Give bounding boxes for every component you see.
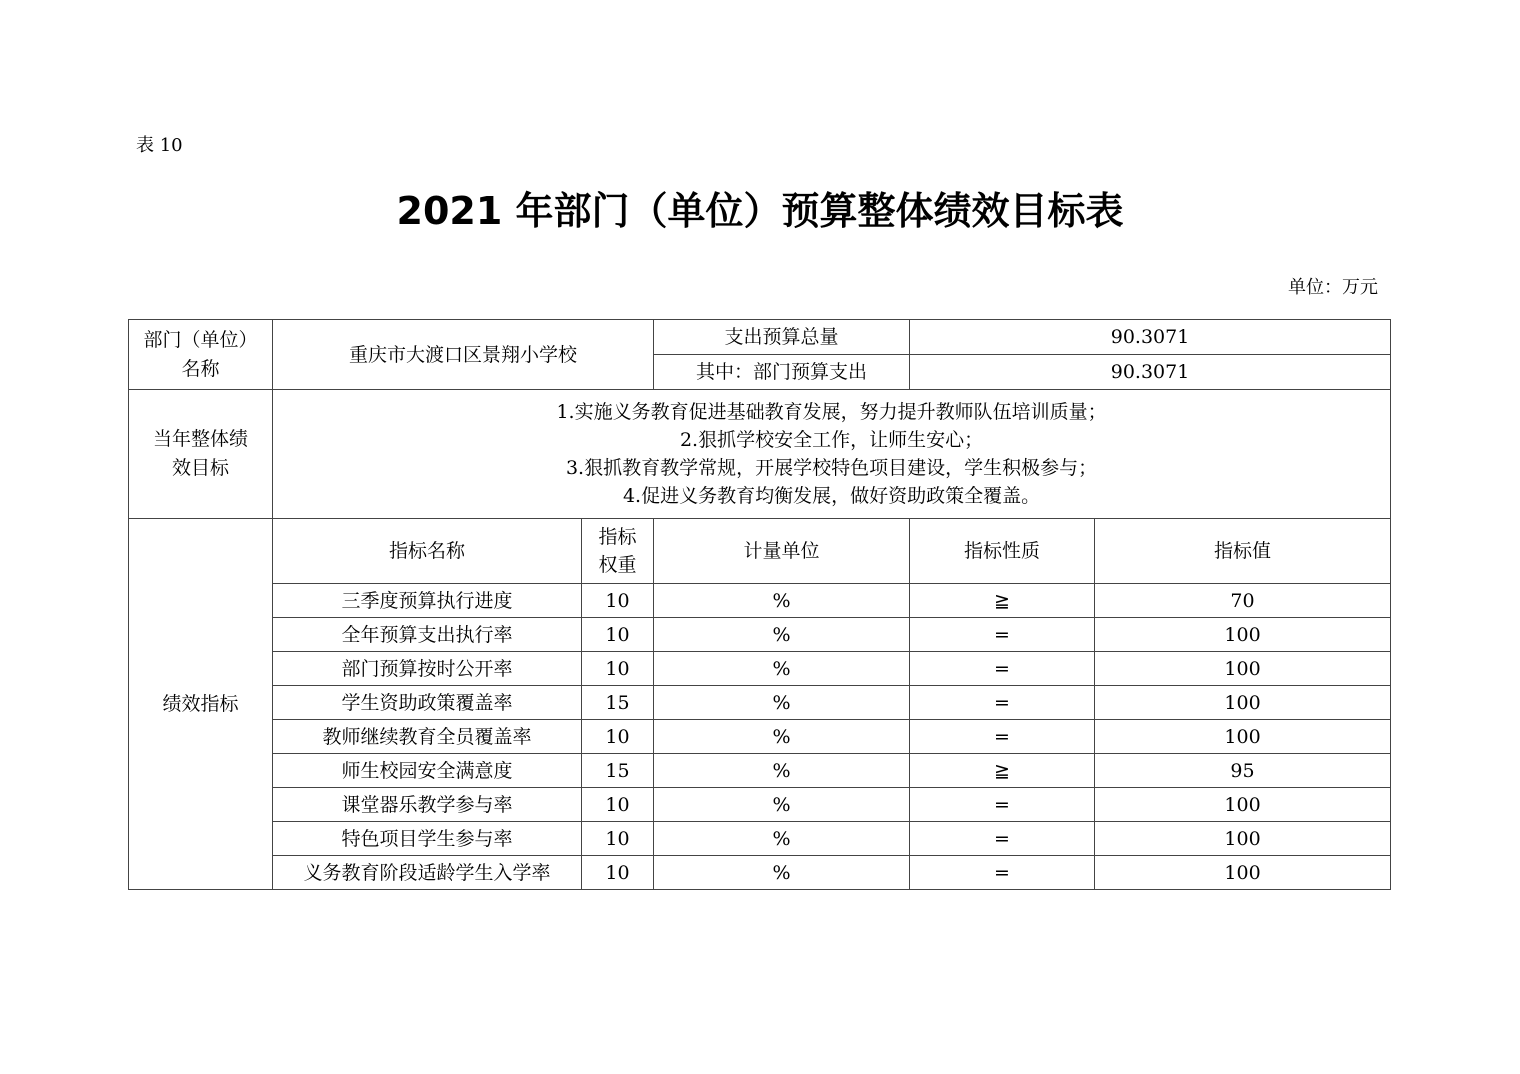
indicator-value: 100 <box>1095 720 1391 754</box>
indicator-unit: % <box>654 584 910 618</box>
unit-label: 单位：万元 <box>1288 277 1378 298</box>
indicator-nature: ≧ <box>910 584 1095 618</box>
indicator-weight: 15 <box>582 754 654 788</box>
table-row <box>129 788 1391 822</box>
total-budget-label: 支出预算总量 <box>654 320 910 355</box>
table-row <box>129 754 1391 788</box>
indicator-nature: = <box>910 822 1095 856</box>
header-unit: 计量单位 <box>654 519 910 584</box>
performance-table <box>128 319 1391 890</box>
header-nature: 指标性质 <box>910 519 1095 584</box>
indicator-name: 课堂器乐教学参与率 <box>273 788 582 822</box>
table-row <box>129 720 1391 754</box>
indicator-value: 70 <box>1095 584 1391 618</box>
header-indicator-weight: 指标权重 <box>582 519 654 584</box>
table-row <box>129 584 1391 618</box>
indicator-value: 95 <box>1095 754 1391 788</box>
indicator-unit: % <box>654 652 910 686</box>
indicator-name: 教师继续教育全员覆盖率 <box>273 720 582 754</box>
total-budget-value: 90.3071 <box>910 320 1391 355</box>
indicator-unit: % <box>654 856 910 890</box>
goal-item: 1.实施义务教育促进基础教育发展，努力提升教师队伍培训质量； <box>556 401 1107 423</box>
indicator-unit: % <box>654 788 910 822</box>
table-row <box>129 686 1391 720</box>
indicator-weight: 10 <box>582 618 654 652</box>
table-number: 表 10 <box>136 135 183 156</box>
indicator-weight: 10 <box>582 856 654 890</box>
indicator-value: 100 <box>1095 652 1391 686</box>
indicator-value: 100 <box>1095 618 1391 652</box>
goal-item: 2.狠抓学校安全工作，让师生安心； <box>679 429 984 451</box>
table-row <box>129 618 1391 652</box>
indicator-unit: % <box>654 754 910 788</box>
indicator-weight: 15 <box>582 686 654 720</box>
indicator-nature: = <box>910 856 1095 890</box>
goal-item: 4.促进义务教育均衡发展，做好资助政策全覆盖。 <box>622 485 1041 507</box>
indicator-nature: = <box>910 618 1095 652</box>
indicator-weight: 10 <box>582 652 654 686</box>
indicator-name: 特色项目学生参与率 <box>273 822 582 856</box>
indicator-weight: 10 <box>582 584 654 618</box>
indicator-nature: = <box>910 652 1095 686</box>
indicator-value: 100 <box>1095 788 1391 822</box>
indicator-name: 学生资助政策覆盖率 <box>273 686 582 720</box>
dept-name-label: 部门（单位）名称 <box>129 320 273 390</box>
table-row <box>129 822 1391 856</box>
indicator-weight: 10 <box>582 788 654 822</box>
indicator-weight: 10 <box>582 822 654 856</box>
indicator-unit: % <box>654 822 910 856</box>
indicator-unit: % <box>654 618 910 652</box>
indicator-name: 师生校园安全满意度 <box>273 754 582 788</box>
indicator-weight: 10 <box>582 720 654 754</box>
indicator-nature: = <box>910 720 1095 754</box>
indicator-value: 100 <box>1095 856 1391 890</box>
indicators-label: 绩效指标 <box>129 519 273 890</box>
indicator-value: 100 <box>1095 822 1391 856</box>
indicator-value: 100 <box>1095 686 1391 720</box>
indicator-nature: = <box>910 788 1095 822</box>
dept-budget-value: 90.3071 <box>910 355 1391 390</box>
table-row <box>129 856 1391 890</box>
indicator-nature: ≧ <box>910 754 1095 788</box>
indicator-unit: % <box>654 686 910 720</box>
indicator-nature: = <box>910 686 1095 720</box>
page-title: 2021 年部门（单位）预算整体绩效目标表 <box>396 189 1124 233</box>
table-row <box>129 652 1391 686</box>
header-indicator-name: 指标名称 <box>273 519 582 584</box>
header-value: 指标值 <box>1095 519 1391 584</box>
indicator-name: 全年预算支出执行率 <box>273 618 582 652</box>
indicator-name: 部门预算按时公开率 <box>273 652 582 686</box>
indicator-name: 义务教育阶段适龄学生入学率 <box>273 856 582 890</box>
goal-item: 3.狠抓教育教学常规，开展学校特色项目建设，学生积极参与； <box>565 457 1098 479</box>
indicator-name: 三季度预算执行进度 <box>273 584 582 618</box>
indicator-unit: % <box>654 720 910 754</box>
dept-budget-label: 其中：部门预算支出 <box>654 355 910 390</box>
annual-goal-list <box>273 390 1391 519</box>
dept-name-value: 重庆市大渡口区景翔小学校 <box>273 320 654 390</box>
annual-goal-label: 当年整体绩效目标 <box>129 390 273 519</box>
